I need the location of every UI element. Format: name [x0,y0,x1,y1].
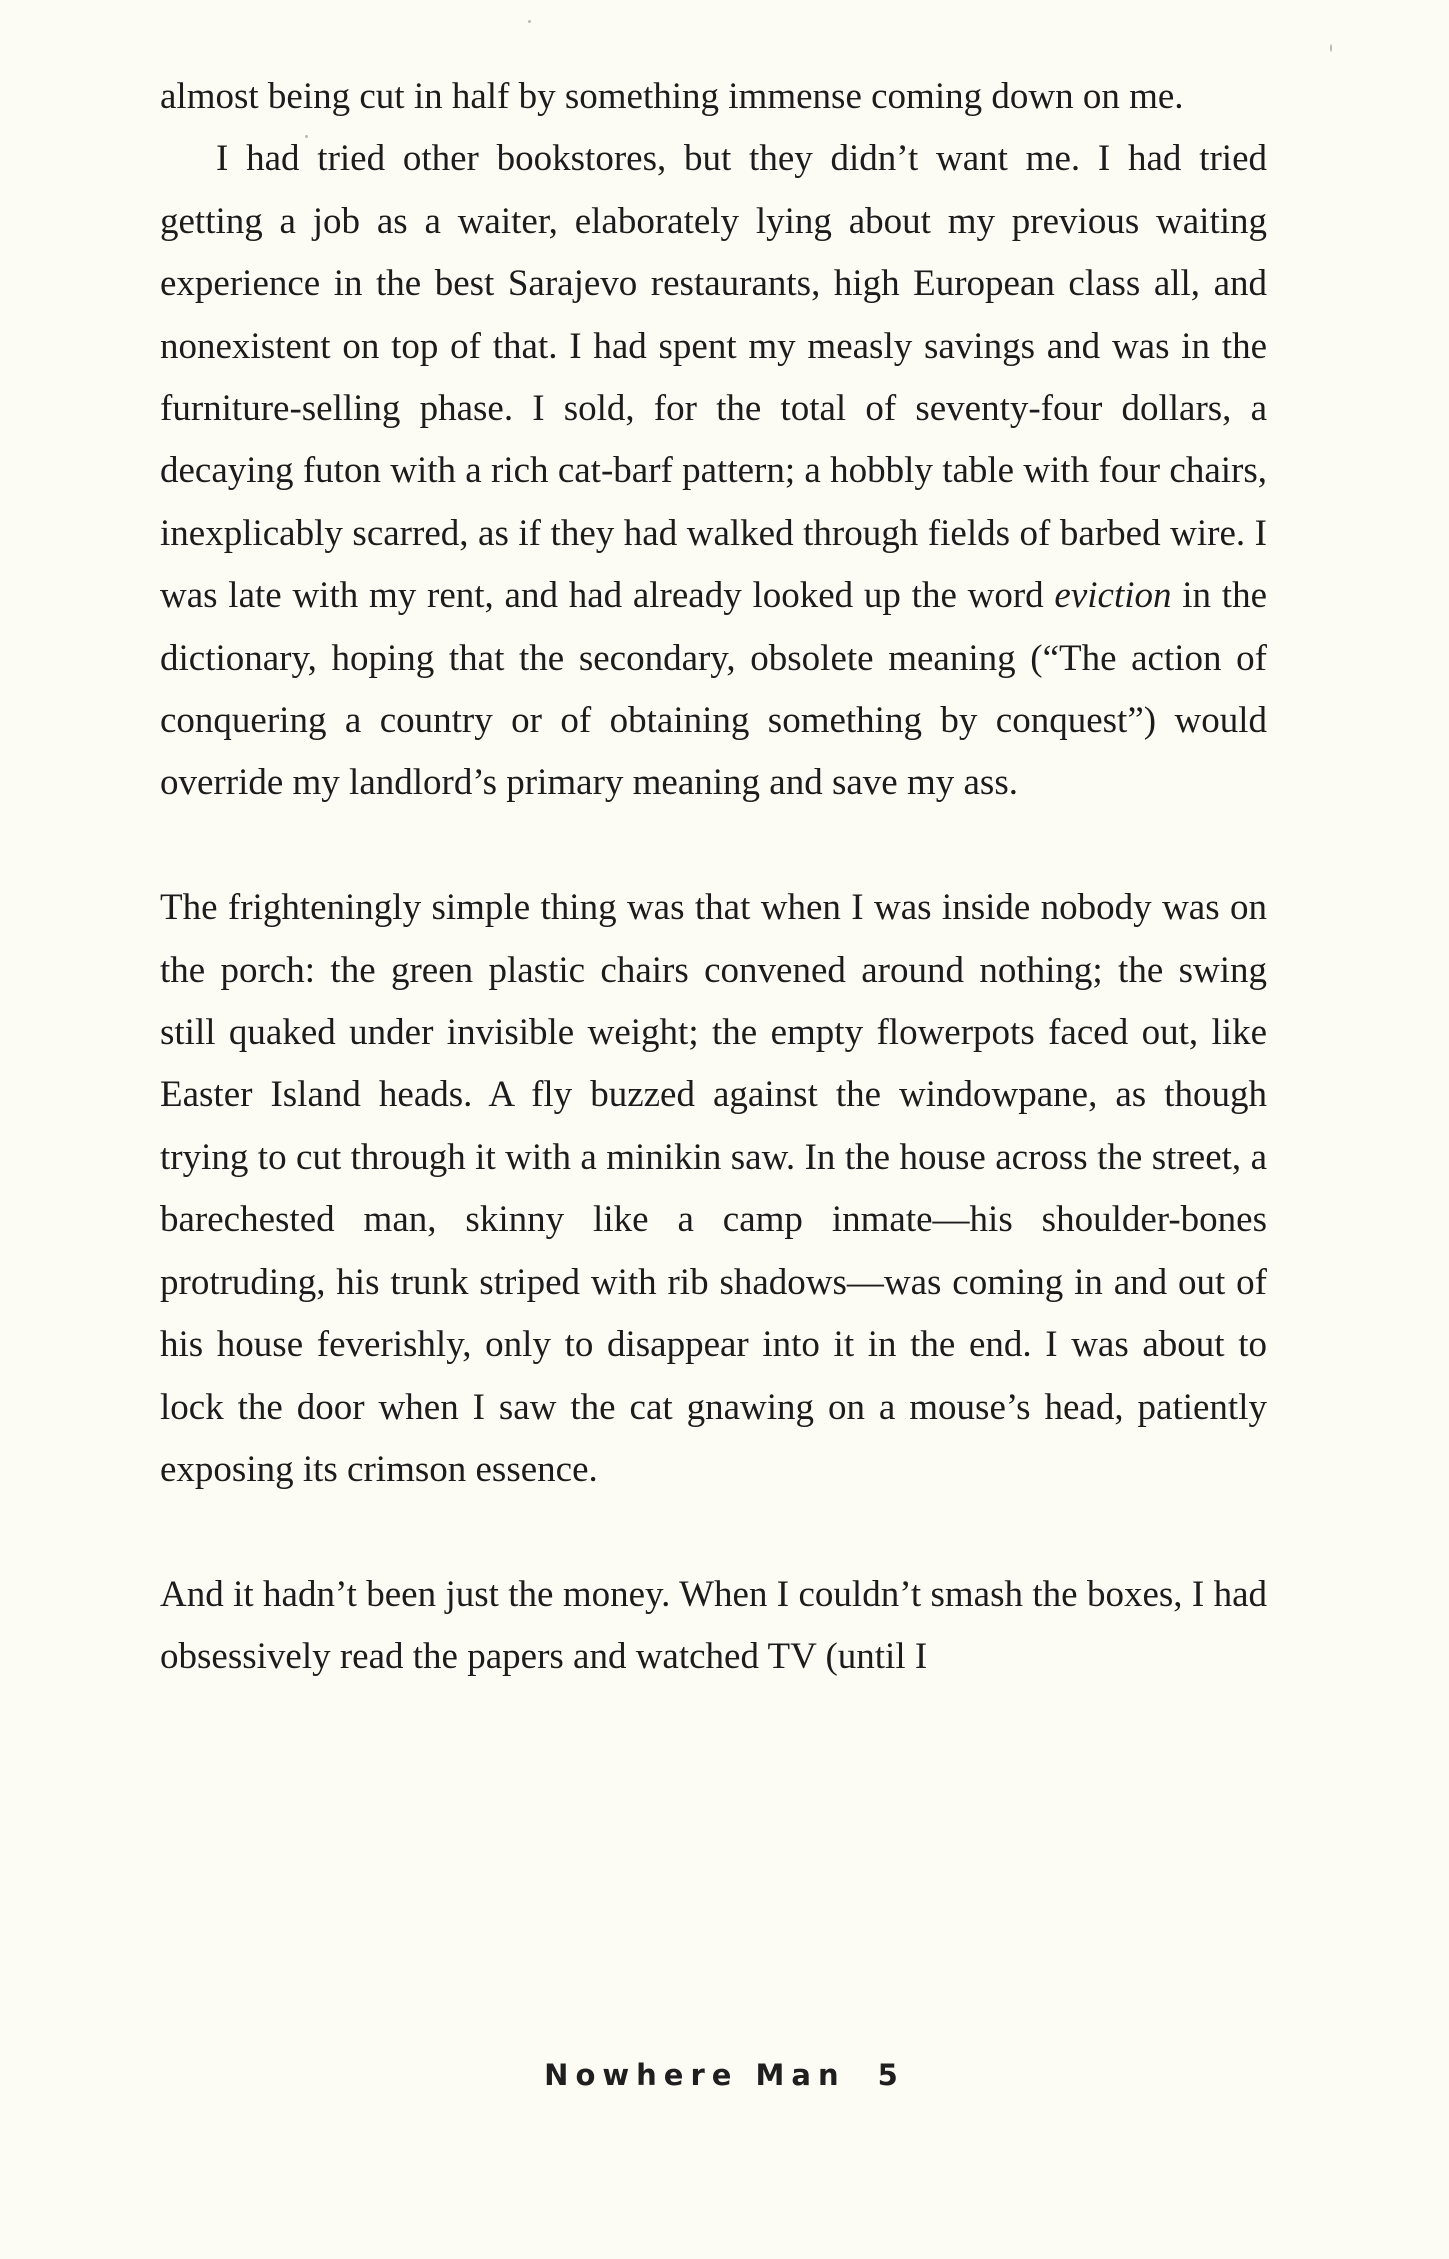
paragraph [160,66,1267,128]
section-break [160,815,1267,877]
italic-word: eviction [1054,575,1172,617]
paper-speck [1330,44,1332,52]
paper-speck [528,20,531,23]
section-break [160,1501,1267,1563]
footer-book-title: Nowhere Man [544,2058,846,2092]
body-text [160,66,1267,1689]
paragraph-text: in the dictionary, hoping that the secondary, obsolete meaning (“The action of conquering a country or of obtaining something by conquest”) would override my landlord’s primary meaning and save my ass. [160,575,1268,804]
paragraph [160,877,1267,1501]
paper-speck [305,135,308,138]
paragraph-text: And it hadn’t been just the money. When I couldn’t smash the boxes, I had obsessively read the papers and watched TV (until I [160,1573,1267,1678]
paragraph-text: I had tried other bookstores, but they didn’t want me. I had tried getting a job as a waiter, elaborately lying about my previous waiting experience in the best Sarajevo restaurants, high European class all, and nonexistent on top of that. I had spent my measly savings and was in the furniture-selling phase. I sold, for the total of seventy-four dollars, a decaying futon with a rich cat-barf pattern; a hobbly table with four chairs, inexplicably scarred, as if they had walked through fields of barbed wire. I was late with my rent, and had already looked up the word [160,138,1267,617]
page-number: 5 [877,2058,905,2092]
paragraph [160,1564,1267,1689]
running-footer [0,2058,1449,2092]
paragraph-text: The frighteningly simple thing was that when I was inside nobody was on the porch: the green plastic chairs convened around nothing; the swing still quaked under invisible weight; the empty flowerpots faced out, like Easter Island heads. A fly buzzed against the windowpane, as though trying to cut through it with a minikin saw. In the house across the street, a barechested man, skinny like a camp inmate—his shoulder-bones protruding, his trunk striped with rib shadows—was coming in and out of his house feverishly, only to disappear into it in the end. I was about to lock the door when I saw the cat gnawing on a mouse’s head, patiently exposing its crimson essence. [160,887,1267,1490]
paragraph [160,128,1267,814]
paragraph-text: almost being cut in half by something immense coming down on me. [160,76,1184,117]
